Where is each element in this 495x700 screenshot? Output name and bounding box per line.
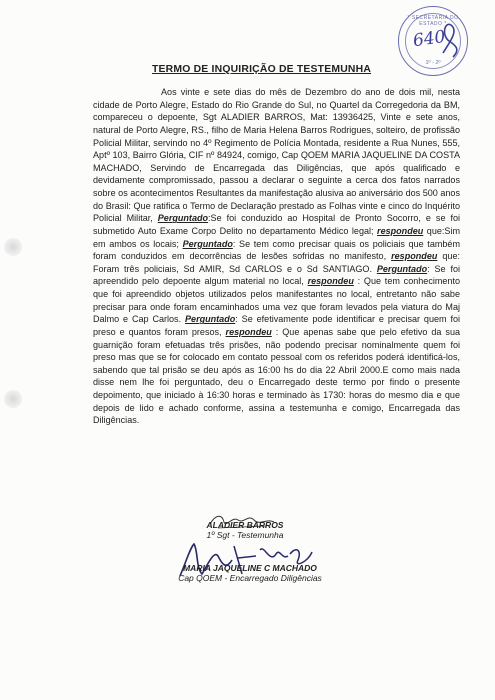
punch-hole-bottom — [4, 390, 22, 408]
keyword-respondeu: respondeu — [377, 225, 424, 236]
keyword-respondeu: respondeu — [307, 276, 354, 287]
body-text-4: : Se tem como precisar quais os policiais que também foram conduzidos em decorrências de lesões sofridas no manifesto, — [93, 238, 460, 262]
keyword-perguntado: Perguntado — [185, 314, 236, 325]
document-title: TERMO DE INQUIRIÇÃO DE TESTEMUNHA — [152, 64, 372, 75]
witness-name: ALADIER BARROS — [206, 520, 284, 530]
stamp-arc-text: * SECRETARIA DO ESTADO * — [407, 15, 459, 27]
officer-signature-block — [160, 563, 340, 583]
page-number: 640 — [411, 26, 447, 52]
stamp-initial-scribble — [439, 23, 463, 59]
body-text-5: que: Foram três policiais, Sd AMIR, Sd CARLOS e o Sd SANTIAGO. — [93, 251, 461, 274]
body-text-1: Aos vinte e sete dias do mês de Dezembro do ano de dois mil, nesta cidade de Porto Alegre, Estado do Rio Grande do Sul, no Quartel da Corregedoria da BM, compareceu o depoente, Sgt ALADIER BARROS, Mat: 13936425, Vinte e sete anos, natural de Porto Alegre, RS., filho de Maria Helena Barros Rodrigues, solteiro, de profissão Policial Militar, servindo no 4º Regimento de Polícia Montada, residente a Rua Nunes, 555, Aptº 103, Bairro Glória, CIF nº 84924, comigo, Cap QOEM MARIA JAQUELINE DA COSTA MACHADO, Servindo de Encarregada das Diligências, que após qualificado e devidamente compromissado, passou a declarar o seguinte a cerca dos fatos narrados sobre os acontecimentos Resultantes da manifestação alusiva ao aniversário dos 500 anos do Brasil: Que ratifica o Termo de Declaração prestado as Folhas vinte e cinco do Inquérito Policial Militar, — [93, 87, 460, 224]
body-text-7: : Que tem conhecimento que foi apreendido objetos utilizados pelos manifestantes no local, entretanto não sabe precisar para onde foram encaminhados uma vez que foram levados pela viatura do Maj Dalmo e Cap Carlos. — [93, 276, 460, 325]
keyword-perguntado: Perguntado — [157, 213, 209, 224]
body-text-9: : Que apenas sabe que pelo efetivo da sua guarnição foram efetuadas três prisões, não podendo precisar nominalmente quem foi preso mas que se for colocado em contato pessoal com os referidos poderá identificá-los, sabendo que tal prisão se deu após as 16:00 hs do dia 22 Abril 2000.E como mais nada disse nem lhe foi perguntado, deu o Encarregado deste termo por findo o presente depoimento, que iniciado à 16:30 horas e terminado às 1730: horas do mesmo dia e que depois de lido e achado conforme, assina a testemunha e comigo, Encarregada das Diligências. — [93, 326, 461, 426]
body-text-6: : Se foi apreendido pelo depoente algum material no local, — [93, 263, 461, 287]
stamp-bottom-text: 1º - 2º — [425, 60, 441, 66]
keyword-respondeu: respondeu — [225, 326, 272, 337]
keyword-respondeu: respondeu — [391, 251, 438, 262]
officer-name: MARIA JAQUELINE C MACHADO — [183, 563, 317, 573]
witness-signature-block — [180, 520, 310, 540]
punch-hole-top — [4, 238, 22, 256]
keyword-perguntado: Perguntado — [182, 238, 233, 249]
testimony-body — [93, 86, 460, 427]
keyword-perguntado: Perguntado — [376, 263, 428, 274]
body-text-2: :Se foi conduzido ao Hospital de Pronto Socorro, e se foi submetido Auto Exame Corpo Delito no departamento Médico legal; — [93, 213, 461, 236]
body-text-3: que:Sim em ambos os locais; — [93, 225, 460, 249]
official-stamp — [398, 6, 468, 76]
officer-role: Cap QOEM - Encarregado Diligências — [178, 573, 322, 583]
testimony-paragraph — [93, 86, 460, 427]
body-text-8: : Se efetivamente pode identificar e precisar quem foi preso e quantos foram presos, — [93, 314, 460, 337]
witness-role: 1º Sgt - Testemunha — [206, 530, 284, 540]
